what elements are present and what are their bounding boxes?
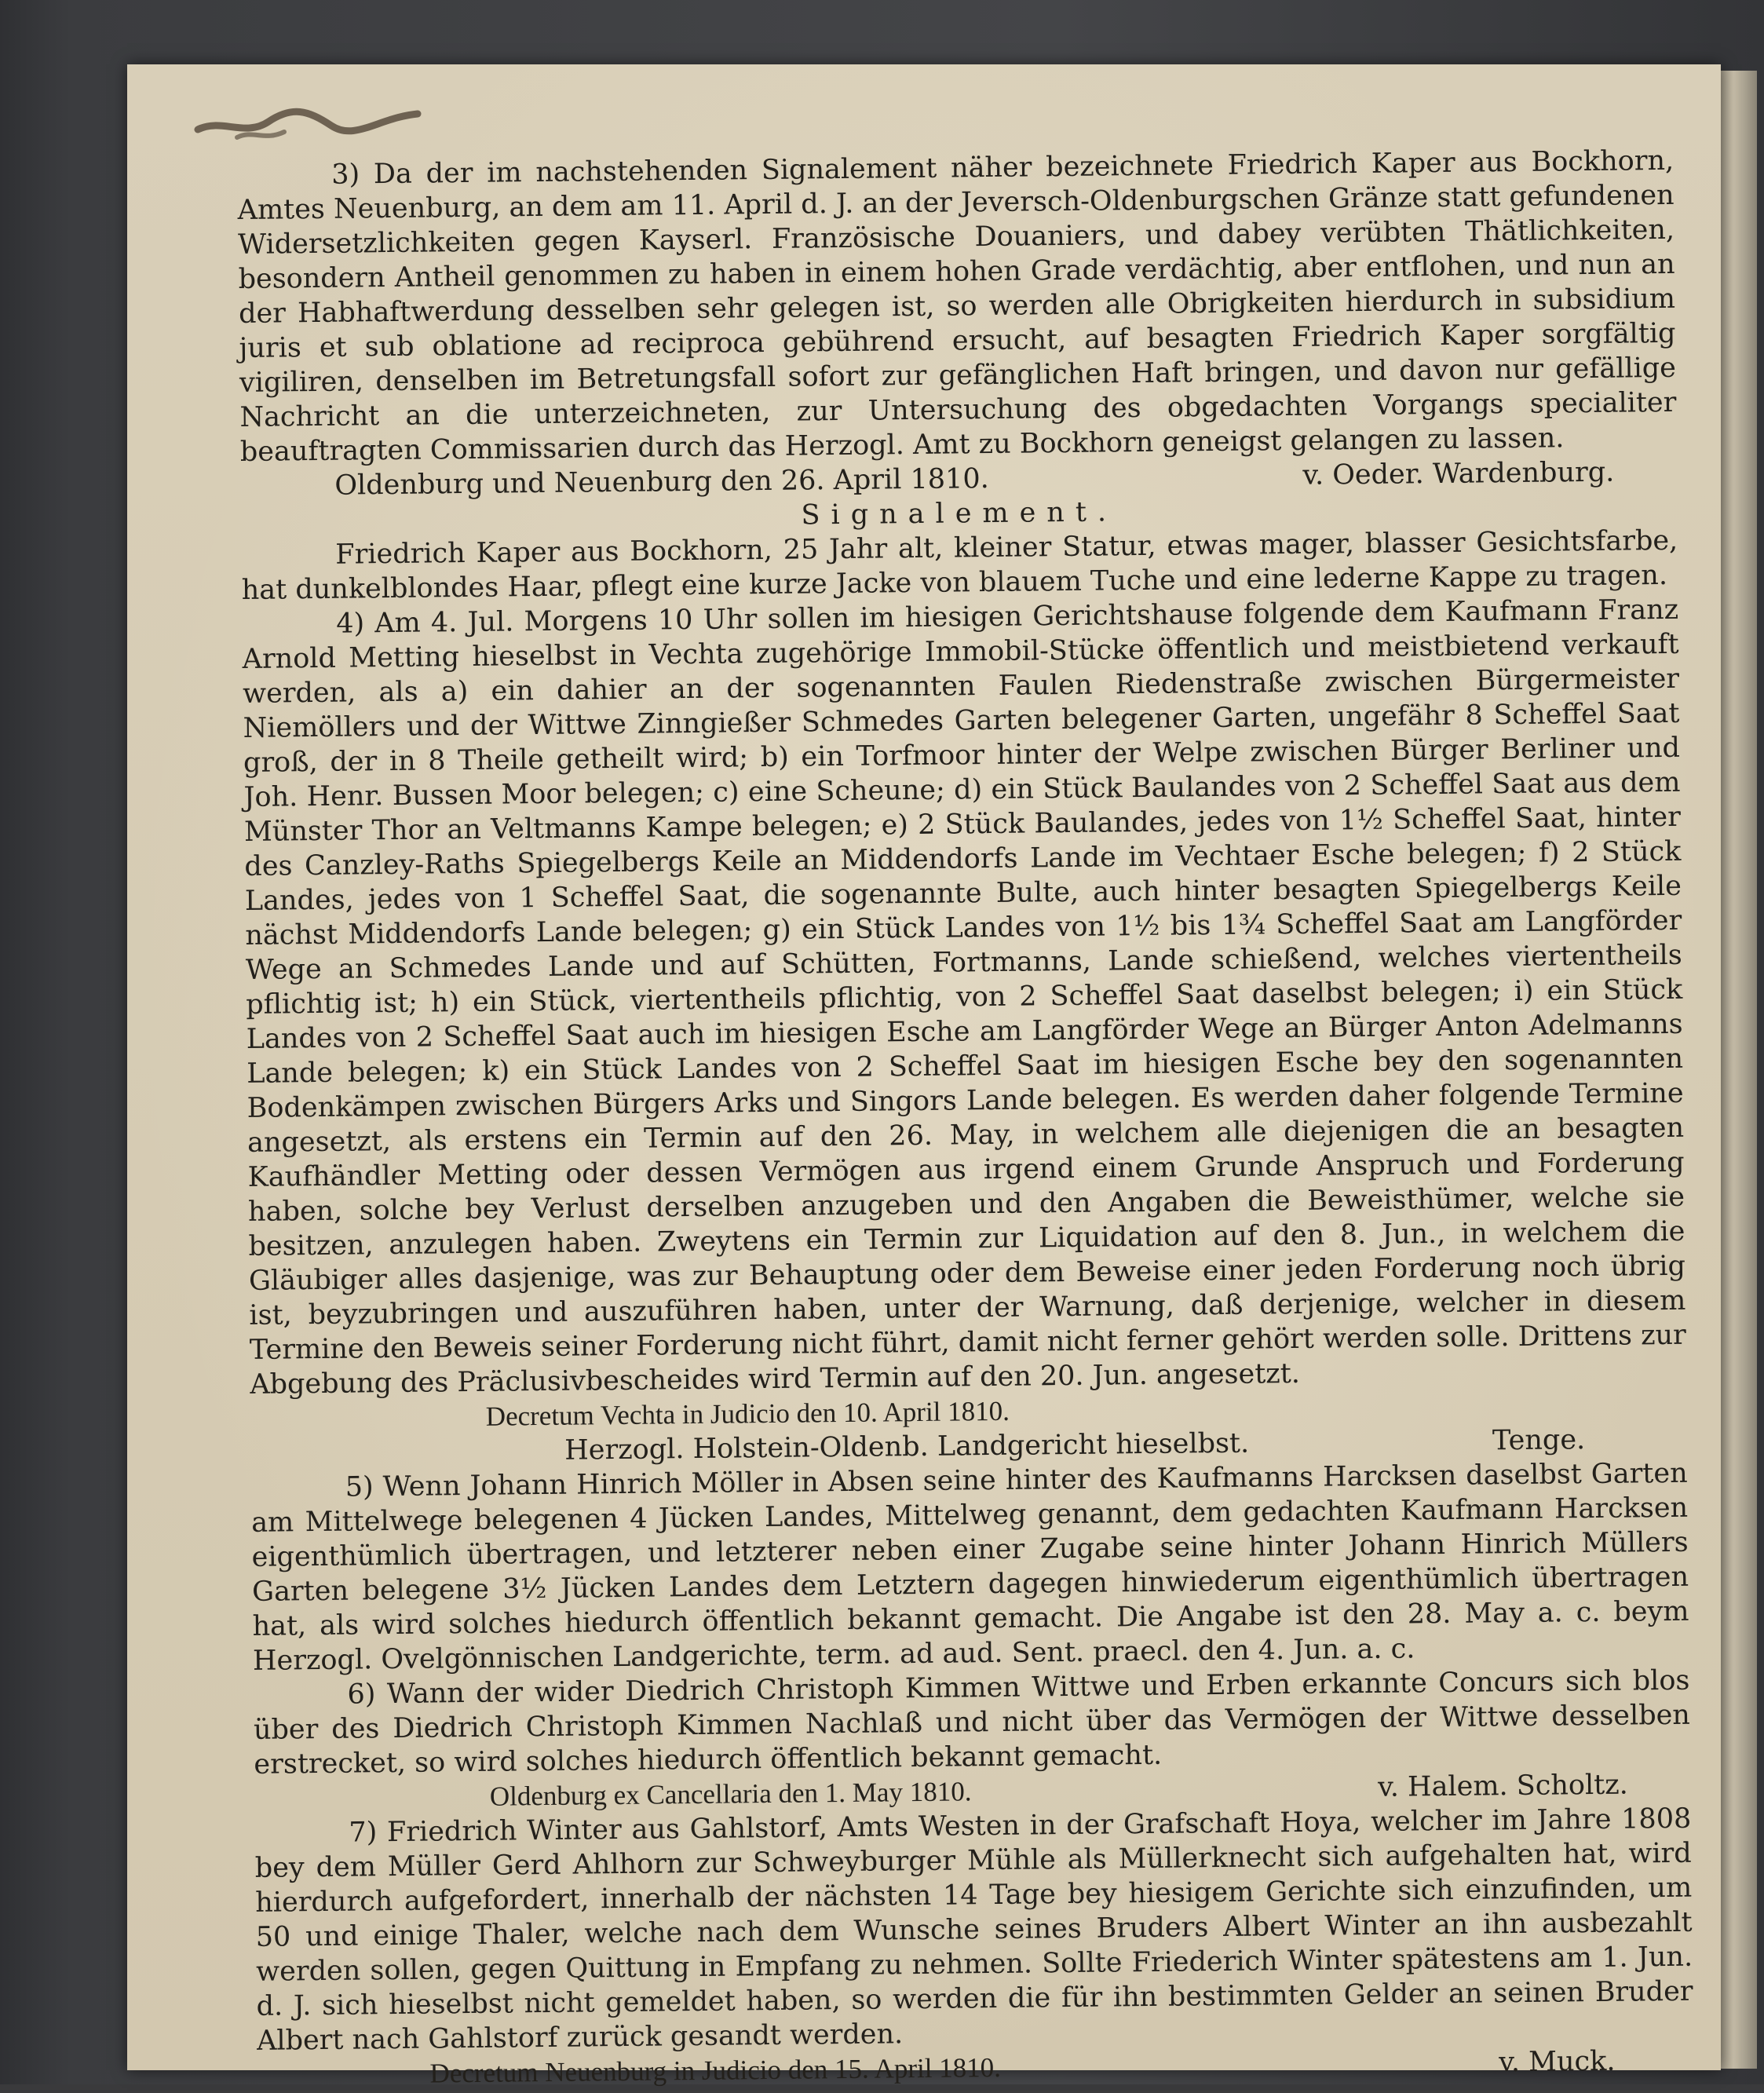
notice-4-decretum: Decretum Vechta in Judicio den 10. April 1810.: [485, 1395, 1010, 1432]
notice-7-place-date: Decretum Neuenburg in Judicio den 15. April 1810.: [429, 2051, 1002, 2089]
signalement-text: Friedrich Kaper aus Bockhorn, 25 Jahr alt, kleiner Statur, etwas mager, blasser Gesichtsfarbe, hat dunkelblondes Haar, pflegt eine kurze Jacke von blauem Tuche und eine lederne Kappe zu tragen.: [241, 524, 1678, 606]
notice-3: 3) Da der im nachstehenden Signalement näher bezeichnete Friedrich Kaper aus Bockhorn, Amtes Neuenburg, an dem am 11. April d. J. an der Jeversch-Oldenburgschen Gränze statt gefundenen Widersetzlichkeiten gegen Kayserl. Französische Douaniers, und dabey verübten Thätlichkeiten, besondern Antheil genommen zu haben in einem hohen Grade verdächtig, aber entflohen, und nun an der Habhaftwerdung desselben sehr gelegen ist, so werden alle Obrigkeiten hierdurch in subsidium juris et sub oblatione ad reciproca gebührend ersucht, auf besagten Friedrich Kaper sorgfältig vigiliren, denselben im Betretungsfall sofort zur gefänglichen Haft bringen, und davon nur gefällige Nachricht an die unterzeichneten, zur Untersuchung des obgedachten Vorgangs specialiter beauftragten Commissarien durch das Herzogl. Amt zu Bockhorn geneigst gelangen zu lassen.: [237, 144, 1677, 468]
notice-3-signatories: v. Oeder. Wardenburg.: [1302, 456, 1615, 491]
notice-6: 6) Wann der wider Diedrich Christoph Kimmen Wittwe und Erben erkannte Concurs sich blos über des Diedrich Christoph Kimmen Nachlaß und nicht über das Vermögen der Wittwe desselben erstrecket, so wird solches hiedurch öffentlich bekannt gemacht.: [253, 1664, 1691, 1781]
notice-7: 7) Friedrich Winter aus Gahlstorf, Amts Westen in der Grafschaft Hoya, welcher im Jahre 1808 bey dem Müller Gerd Ahlhorn zur Schweyburger Mühle als Müllerknecht sich aufgehalten hat, wird hierdurch aufgefordert, innerhalb der nächsten 14 Tage bey hiesigem Gerichte sich einzufinden, um 50 und einige Thaler, welche nach dem Wunsche seines Bruders Albert Winter an ihn ausbezahlt werden sollen, gegen Quittung in Empfang zu nehmen. Sollte Friederich Winter spätestens am 1. Jun. d. J. sich hieselbst nicht gemeldet haben, so werden die für ihn bestimmten Gelder an seinen Bruder Albert nach Gahlstorf zurück gesandt werden.: [254, 1803, 1693, 2057]
notice-6-place-date: Oldenburg ex Cancellaria den 1. May 1810.: [489, 1776, 972, 1812]
page-text: [237, 144, 1694, 2093]
handwritten-ink-mark: [190, 94, 425, 149]
notice-4-court: Herzogl. Holstein-Oldenb. Landgericht hieselbst.: [564, 1427, 1250, 1467]
notice-4-signatory: Tenge.: [1492, 1424, 1586, 1457]
notice-7-signatory: v. Muck.: [1499, 2045, 1616, 2079]
newspaper-page: [127, 64, 1721, 2089]
notice-5: 5) Wenn Johann Hinrich Möller in Absen seine hinter des Kaufmanns Harcksen daselbst Garten am Mittelwege belegenen 4 Jücken Landes, Mittelweg genannt, dem gedachten Kaufmann Harcksen eigenthümlich übertragen, und letzterer neben einer Zugabe seine hinter Johann Hinrich Müllers Garten belegene 3½ Jücken Landes dem Letztern dagegen hinwiederum eigenthümlich übertragen hat, als wird solches hiedurch öffentlich bekannt gemacht. Die Angabe ist den 28. May a. c. beym Herzogl. Ovelgönnischen Landgerichte, term. ad aud. Sent. praecl. den 4. Jun. a. c.: [250, 1457, 1689, 1677]
notice-3-place-date: Oldenburg und Neuenburg den 26. April 1810.: [334, 462, 989, 502]
notice-4: 4) Am 4. Jul. Morgens 10 Uhr sollen im hiesigen Gerichtshause folgende dem Kaufmann Franz Arnold Metting hieselbst in Vechta zugehörige Immobil-Stücke öffentlich und meistbietend verkauft werden, als a) ein dahier an der sogenannten Faulen Riedenstraße zwischen Bürgermeister Niemöllers und der Wittwe Zinngießer Schmedes Garten belegener Garten, ungefähr 8 Scheffel Saat groß, der in 8 Theile getheilt wird; b) ein Torfmoor hinter der Welpe zwischen Bürger Berliner und Joh. Henr. Bussen Moor belegen; c) eine Scheune; d) ein Stück Baulandes von 2 Scheffel Saat aus dem Münster Thor an Veltmanns Kampe belegen; e) 2 Stück Baulandes, jedes von 1½ Scheffel Saat, hinter des Canzley-Raths Spiegelbergs Keile an Middendorfs Lande im Vechtaer Esche belegen; f) 2 Stück Landes, jedes von 1 Scheffel Saat, die sogenannte Bulte, auch hinter besagten Spiegelbergs Keile nächst Middendorfs Lande belegen; g) ein Stück Landes von 1½ bis 1¾ Scheffel Saat am Langförder Wege an Schmedes Lande und auf Schütten, Fortmanns, Lande schießend, welches viertentheils pflichtig ist; h) ein Stück, viertentheils pflichtig, von 2 Scheffel Saat daselbst belegen; i) ein Stück Landes von 2 Scheffel Saat auch im hiesigen Esche am Langförder Wege an Bürger Anton Adelmanns Lande belegen; k) ein Stück Landes von 2 Scheffel Saat im hiesigen Esche bey den sogenannten Bodenkämpen zwischen Bürgers Arks und Singors Lande belegen. Es werden daher folgende Termine angesetzt, als erstens ein Termin auf den 26. May, in welchem alle diejenigen die an besagten Kaufhändler Metting oder dessen Vermögen aus irgend einem Grunde Anspruch und Forderung haben, solche bey Verlust derselben anzugeben und den Angaben die Beweisthümer, welche sie besitzen, anzulegen haben. Zweytens ein Termin zur Liquidation auf den 8. Jun., in welchem die Gläubiger alles dasjenige, was zur Behauptung oder dem Beweise einer jeden Forderung noch übrig ist, beyzubringen und auszuführen haben, unter der Warnung, daß derjenige, welcher in diesem Termine den Beweis seiner Forderung nicht führt, damit nicht ferner gehört werden solle. Drittens zur Abgebung des Präclusivbescheides wird Termin auf den 20. Jun. angesetzt.: [242, 594, 1687, 1401]
notice-6-signatories: v. Halem. Scholtz.: [1377, 1769, 1628, 1803]
next-page-edge: [1721, 71, 1757, 2069]
signalement-heading: Signalement.: [801, 496, 1118, 531]
